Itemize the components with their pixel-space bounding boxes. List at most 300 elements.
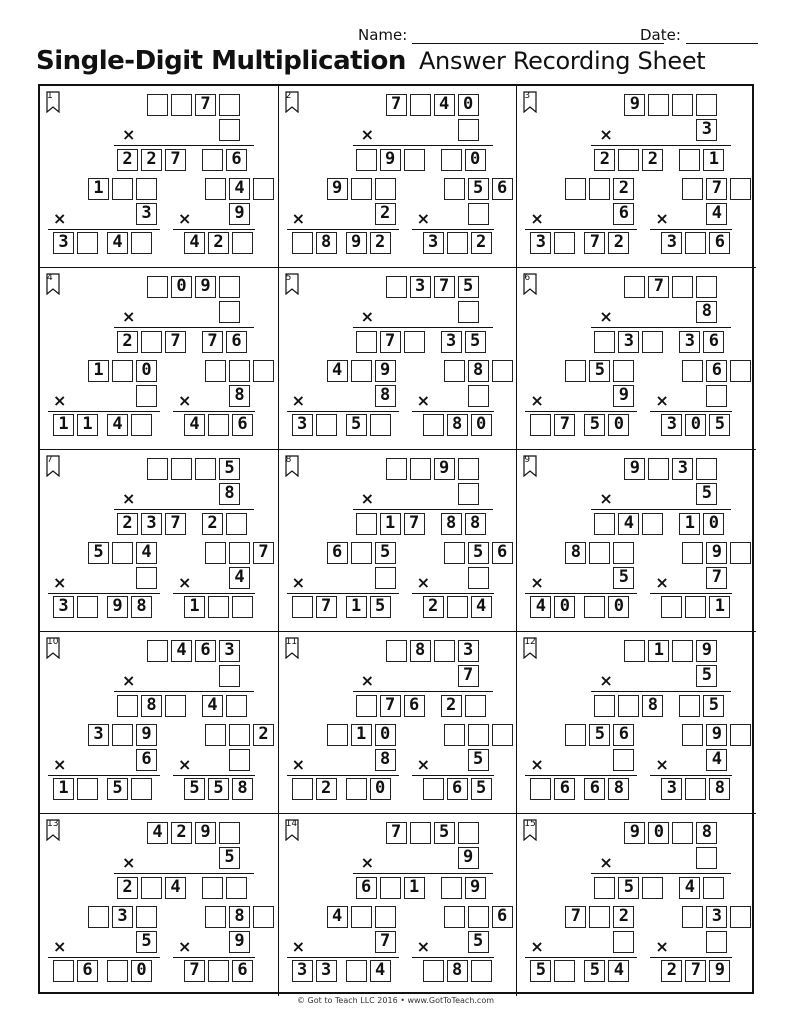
right-product-box[interactable]: 6 xyxy=(709,232,730,254)
left-product-box[interactable]: 4 xyxy=(107,414,128,436)
top-digit-box[interactable]: 3 xyxy=(458,640,479,662)
left-product-box[interactable]: 5 xyxy=(584,414,605,436)
top-digit-box[interactable] xyxy=(147,640,168,662)
left-factor-box[interactable] xyxy=(112,542,133,564)
left-factor-box[interactable]: 2 xyxy=(613,906,634,928)
product-digit-box[interactable]: 0 xyxy=(703,513,724,535)
right-factor-box[interactable]: 5 xyxy=(468,178,489,200)
left-factor-box[interactable]: 3 xyxy=(88,724,109,746)
left-factor-box[interactable]: 0 xyxy=(375,724,396,746)
product-digit-box[interactable]: 6 xyxy=(356,877,377,899)
product-digit-box[interactable]: 4 xyxy=(679,877,700,899)
product-digit-box[interactable] xyxy=(380,877,401,899)
top-digit-box[interactable] xyxy=(219,276,240,298)
left-factor-box[interactable]: 5 xyxy=(589,360,610,382)
right-factor-box[interactable]: 8 xyxy=(468,360,489,382)
product-digit-box[interactable] xyxy=(642,877,663,899)
product-digit-box[interactable]: 2 xyxy=(441,695,462,717)
left-product-box[interactable]: 5 xyxy=(370,596,391,618)
product-digit-box[interactable]: 2 xyxy=(117,149,138,171)
left-product-box[interactable]: 2 xyxy=(370,232,391,254)
top-digit-box[interactable] xyxy=(147,276,168,298)
product-digit-box[interactable]: 4 xyxy=(618,513,639,535)
top-digit-box[interactable] xyxy=(147,458,168,480)
left-multiplier-box[interactable]: 7 xyxy=(375,931,396,953)
product-digit-box[interactable] xyxy=(356,513,377,535)
left-factor-box[interactable]: 1 xyxy=(351,724,372,746)
product-digit-box[interactable] xyxy=(679,695,700,717)
left-product-box[interactable] xyxy=(346,778,367,800)
left-factor-box[interactable]: 1 xyxy=(88,178,109,200)
product-digit-box[interactable]: 6 xyxy=(226,149,247,171)
right-product-box[interactable]: 8 xyxy=(709,778,730,800)
top-digit-box[interactable]: 5 xyxy=(434,822,455,844)
left-product-box[interactable]: 4 xyxy=(608,960,629,982)
right-factor-box[interactable] xyxy=(253,906,274,928)
right-product-box[interactable]: 3 xyxy=(661,414,682,436)
top-digit-box[interactable]: 9 xyxy=(195,822,216,844)
product-digit-box[interactable]: 8 xyxy=(441,513,462,535)
left-factor-box[interactable]: 3 xyxy=(112,906,133,928)
left-factor-box[interactable] xyxy=(589,542,610,564)
left-factor-box[interactable] xyxy=(375,178,396,200)
right-factor-box[interactable] xyxy=(730,542,751,564)
multiplier-box[interactable] xyxy=(458,483,479,505)
left-factor-box[interactable] xyxy=(375,906,396,928)
top-digit-box[interactable] xyxy=(219,94,240,116)
left-product-box[interactable]: 3 xyxy=(530,232,551,254)
left-product-box[interactable]: 8 xyxy=(131,596,152,618)
left-factor-box[interactable] xyxy=(351,906,372,928)
left-product-box[interactable] xyxy=(131,414,152,436)
top-digit-box[interactable]: 0 xyxy=(458,94,479,116)
top-digit-box[interactable]: 3 xyxy=(219,640,240,662)
right-factor-box[interactable] xyxy=(682,360,703,382)
name-line[interactable] xyxy=(412,30,664,44)
product-digit-box[interactable] xyxy=(441,877,462,899)
top-digit-box[interactable] xyxy=(410,94,431,116)
right-factor-box[interactable] xyxy=(205,542,226,564)
left-product-box[interactable] xyxy=(292,232,313,254)
right-multiplier-box[interactable] xyxy=(706,931,727,953)
product-digit-box[interactable] xyxy=(226,695,247,717)
right-factor-box[interactable] xyxy=(444,906,465,928)
left-factor-box[interactable]: 5 xyxy=(375,542,396,564)
product-digit-box[interactable]: 7 xyxy=(165,149,186,171)
product-digit-box[interactable]: 6 xyxy=(404,695,425,717)
right-product-box[interactable]: 2 xyxy=(661,960,682,982)
left-product-box[interactable]: 1 xyxy=(53,778,74,800)
right-product-box[interactable] xyxy=(471,960,492,982)
right-multiplier-box[interactable]: 8 xyxy=(229,385,250,407)
product-digit-box[interactable]: 2 xyxy=(594,149,615,171)
right-product-box[interactable]: 2 xyxy=(423,596,444,618)
product-digit-box[interactable]: 1 xyxy=(703,149,724,171)
product-digit-box[interactable] xyxy=(226,877,247,899)
right-factor-box[interactable]: 6 xyxy=(492,178,513,200)
left-product-box[interactable] xyxy=(292,596,313,618)
left-factor-box[interactable]: 4 xyxy=(327,906,348,928)
left-factor-box[interactable]: 9 xyxy=(327,178,348,200)
right-factor-box[interactable] xyxy=(682,542,703,564)
product-digit-box[interactable] xyxy=(642,513,663,535)
product-digit-box[interactable]: 3 xyxy=(441,331,462,353)
top-digit-box[interactable]: 3 xyxy=(410,276,431,298)
product-digit-box[interactable] xyxy=(404,331,425,353)
left-product-box[interactable]: 2 xyxy=(608,232,629,254)
right-factor-box[interactable] xyxy=(730,906,751,928)
right-factor-box[interactable] xyxy=(229,542,250,564)
product-digit-box[interactable]: 2 xyxy=(117,513,138,535)
right-product-box[interactable]: 5 xyxy=(208,778,229,800)
left-product-box[interactable]: 7 xyxy=(554,414,575,436)
right-product-box[interactable] xyxy=(685,232,706,254)
top-digit-box[interactable] xyxy=(458,822,479,844)
top-digit-box[interactable] xyxy=(672,94,693,116)
left-product-box[interactable]: 4 xyxy=(530,596,551,618)
right-multiplier-box[interactable] xyxy=(706,385,727,407)
right-product-box[interactable]: 7 xyxy=(685,960,706,982)
left-product-box[interactable]: 3 xyxy=(292,414,313,436)
left-product-box[interactable] xyxy=(77,778,98,800)
left-multiplier-box[interactable] xyxy=(613,749,634,771)
right-product-box[interactable] xyxy=(447,232,468,254)
right-product-box[interactable] xyxy=(685,596,706,618)
right-product-box[interactable] xyxy=(423,414,444,436)
left-product-box[interactable]: 9 xyxy=(107,596,128,618)
multiplier-box[interactable]: 5 xyxy=(696,665,717,687)
right-product-box[interactable] xyxy=(232,596,253,618)
top-digit-box[interactable]: 4 xyxy=(171,640,192,662)
product-digit-box[interactable] xyxy=(642,331,663,353)
right-factor-box[interactable]: 8 xyxy=(229,906,250,928)
right-factor-box[interactable]: 7 xyxy=(706,178,727,200)
right-product-box[interactable]: 4 xyxy=(184,414,205,436)
right-factor-box[interactable] xyxy=(682,724,703,746)
left-factor-box[interactable]: 4 xyxy=(136,542,157,564)
right-product-box[interactable]: 3 xyxy=(423,232,444,254)
right-factor-box[interactable] xyxy=(730,724,751,746)
right-factor-box[interactable] xyxy=(253,360,274,382)
top-digit-box[interactable]: 9 xyxy=(624,458,645,480)
product-digit-box[interactable] xyxy=(404,149,425,171)
left-product-box[interactable]: 6 xyxy=(554,778,575,800)
top-digit-box[interactable]: 4 xyxy=(147,822,168,844)
right-factor-box[interactable] xyxy=(253,178,274,200)
top-digit-box[interactable]: 3 xyxy=(672,458,693,480)
left-product-box[interactable]: 4 xyxy=(107,232,128,254)
right-factor-box[interactable] xyxy=(444,724,465,746)
right-multiplier-box[interactable] xyxy=(468,385,489,407)
left-product-box[interactable]: 5 xyxy=(584,960,605,982)
left-factor-box[interactable] xyxy=(327,724,348,746)
left-product-box[interactable]: 5 xyxy=(530,960,551,982)
left-product-box[interactable] xyxy=(530,414,551,436)
left-product-box[interactable] xyxy=(554,960,575,982)
product-digit-box[interactable] xyxy=(165,695,186,717)
right-factor-box[interactable] xyxy=(682,178,703,200)
right-product-box[interactable] xyxy=(208,960,229,982)
product-digit-box[interactable] xyxy=(141,331,162,353)
left-product-box[interactable]: 7 xyxy=(316,596,337,618)
multiplier-box[interactable]: 7 xyxy=(458,665,479,687)
left-factor-box[interactable]: 9 xyxy=(375,360,396,382)
product-digit-box[interactable]: 7 xyxy=(165,513,186,535)
product-digit-box[interactable]: 2 xyxy=(642,149,663,171)
left-factor-box[interactable] xyxy=(613,542,634,564)
right-product-box[interactable] xyxy=(208,414,229,436)
right-factor-box[interactable] xyxy=(682,906,703,928)
product-digit-box[interactable]: 7 xyxy=(404,513,425,535)
left-product-box[interactable]: 5 xyxy=(346,414,367,436)
right-product-box[interactable]: 7 xyxy=(184,960,205,982)
right-factor-box[interactable] xyxy=(468,906,489,928)
product-digit-box[interactable] xyxy=(202,877,223,899)
product-digit-box[interactable]: 1 xyxy=(404,877,425,899)
multiplier-box[interactable] xyxy=(458,119,479,141)
top-digit-box[interactable]: 8 xyxy=(696,822,717,844)
multiplier-box[interactable]: 5 xyxy=(219,847,240,869)
product-digit-box[interactable] xyxy=(618,149,639,171)
right-factor-box[interactable] xyxy=(492,360,513,382)
left-factor-box[interactable]: 6 xyxy=(613,724,634,746)
product-digit-box[interactable]: 5 xyxy=(465,331,486,353)
left-product-box[interactable] xyxy=(131,232,152,254)
top-digit-box[interactable] xyxy=(648,458,669,480)
left-multiplier-box[interactable]: 5 xyxy=(613,567,634,589)
right-multiplier-box[interactable]: 4 xyxy=(229,567,250,589)
top-digit-box[interactable] xyxy=(171,94,192,116)
left-product-box[interactable] xyxy=(131,778,152,800)
right-product-box[interactable] xyxy=(423,778,444,800)
product-digit-box[interactable]: 8 xyxy=(642,695,663,717)
right-product-box[interactable]: 5 xyxy=(184,778,205,800)
top-digit-box[interactable]: 5 xyxy=(458,276,479,298)
left-multiplier-box[interactable]: 3 xyxy=(136,203,157,225)
left-factor-box[interactable]: 7 xyxy=(565,906,586,928)
top-digit-box[interactable] xyxy=(410,458,431,480)
product-digit-box[interactable] xyxy=(441,149,462,171)
right-factor-box[interactable]: 4 xyxy=(229,178,250,200)
product-digit-box[interactable] xyxy=(594,877,615,899)
right-factor-box[interactable]: 6 xyxy=(492,906,513,928)
right-factor-box[interactable]: 3 xyxy=(706,906,727,928)
right-multiplier-box[interactable] xyxy=(468,567,489,589)
product-digit-box[interactable]: 9 xyxy=(380,149,401,171)
left-product-box[interactable] xyxy=(77,232,98,254)
left-factor-box[interactable]: 6 xyxy=(327,542,348,564)
product-digit-box[interactable]: 7 xyxy=(380,695,401,717)
product-digit-box[interactable] xyxy=(618,695,639,717)
product-digit-box[interactable] xyxy=(356,149,377,171)
left-multiplier-box[interactable]: 6 xyxy=(613,203,634,225)
left-factor-box[interactable] xyxy=(112,724,133,746)
top-digit-box[interactable] xyxy=(696,458,717,480)
right-multiplier-box[interactable]: 4 xyxy=(706,203,727,225)
multiplier-box[interactable] xyxy=(219,119,240,141)
product-digit-box[interactable] xyxy=(594,513,615,535)
left-product-box[interactable]: 1 xyxy=(346,596,367,618)
left-multiplier-box[interactable]: 9 xyxy=(613,385,634,407)
left-product-box[interactable]: 0 xyxy=(608,414,629,436)
right-factor-box[interactable] xyxy=(492,724,513,746)
right-product-box[interactable]: 3 xyxy=(661,778,682,800)
right-factor-box[interactable] xyxy=(444,542,465,564)
right-product-box[interactable]: 8 xyxy=(447,414,468,436)
left-factor-box[interactable] xyxy=(565,724,586,746)
right-multiplier-box[interactable] xyxy=(468,203,489,225)
left-product-box[interactable]: 1 xyxy=(53,414,74,436)
left-product-box[interactable]: 2 xyxy=(316,778,337,800)
left-factor-box[interactable] xyxy=(589,906,610,928)
date-line[interactable] xyxy=(686,30,758,44)
left-product-box[interactable]: 3 xyxy=(316,960,337,982)
top-digit-box[interactable] xyxy=(219,822,240,844)
multiplier-box[interactable] xyxy=(219,665,240,687)
top-digit-box[interactable] xyxy=(458,458,479,480)
left-factor-box[interactable] xyxy=(565,178,586,200)
right-product-box[interactable]: 9 xyxy=(709,960,730,982)
left-factor-box[interactable] xyxy=(351,178,372,200)
top-digit-box[interactable]: 0 xyxy=(648,822,669,844)
top-digit-box[interactable]: 4 xyxy=(434,94,455,116)
top-digit-box[interactable]: 7 xyxy=(386,822,407,844)
product-digit-box[interactable] xyxy=(679,149,700,171)
top-digit-box[interactable]: 7 xyxy=(648,276,669,298)
right-factor-box[interactable] xyxy=(229,360,250,382)
multiplier-box[interactable]: 5 xyxy=(696,483,717,505)
left-factor-box[interactable]: 0 xyxy=(136,360,157,382)
right-multiplier-box[interactable]: 4 xyxy=(706,749,727,771)
left-product-box[interactable] xyxy=(370,414,391,436)
top-digit-box[interactable] xyxy=(386,640,407,662)
right-product-box[interactable]: 2 xyxy=(208,232,229,254)
product-digit-box[interactable]: 2 xyxy=(141,149,162,171)
right-factor-box[interactable]: 6 xyxy=(706,360,727,382)
product-digit-box[interactable]: 4 xyxy=(202,695,223,717)
top-digit-box[interactable] xyxy=(410,822,431,844)
top-digit-box[interactable]: 5 xyxy=(219,458,240,480)
left-multiplier-box[interactable] xyxy=(136,385,157,407)
right-multiplier-box[interactable] xyxy=(229,749,250,771)
right-factor-box[interactable] xyxy=(205,178,226,200)
top-digit-box[interactable]: 2 xyxy=(171,822,192,844)
product-digit-box[interactable] xyxy=(594,331,615,353)
right-product-box[interactable] xyxy=(661,596,682,618)
product-digit-box[interactable]: 3 xyxy=(618,331,639,353)
top-digit-box[interactable] xyxy=(171,458,192,480)
top-digit-box[interactable] xyxy=(672,822,693,844)
product-digit-box[interactable] xyxy=(356,695,377,717)
top-digit-box[interactable]: 1 xyxy=(648,640,669,662)
left-product-box[interactable] xyxy=(584,596,605,618)
right-factor-box[interactable]: 2 xyxy=(253,724,274,746)
right-product-box[interactable] xyxy=(685,778,706,800)
right-factor-box[interactable] xyxy=(205,906,226,928)
product-digit-box[interactable]: 8 xyxy=(141,695,162,717)
left-factor-box[interactable] xyxy=(589,178,610,200)
top-digit-box[interactable]: 6 xyxy=(195,640,216,662)
product-digit-box[interactable]: 4 xyxy=(165,877,186,899)
right-factor-box[interactable] xyxy=(730,178,751,200)
left-factor-box[interactable]: 4 xyxy=(327,360,348,382)
left-product-box[interactable] xyxy=(346,960,367,982)
right-factor-box[interactable]: 9 xyxy=(706,542,727,564)
product-digit-box[interactable] xyxy=(356,331,377,353)
left-factor-box[interactable]: 2 xyxy=(613,178,634,200)
right-product-box[interactable]: 6 xyxy=(447,778,468,800)
product-digit-box[interactable]: 9 xyxy=(465,877,486,899)
top-digit-box[interactable]: 9 xyxy=(624,822,645,844)
left-multiplier-box[interactable] xyxy=(375,567,396,589)
product-digit-box[interactable]: 1 xyxy=(380,513,401,535)
left-product-box[interactable] xyxy=(107,960,128,982)
left-product-box[interactable] xyxy=(554,232,575,254)
multiplier-box[interactable]: 8 xyxy=(696,301,717,323)
left-multiplier-box[interactable]: 5 xyxy=(136,931,157,953)
right-product-box[interactable]: 8 xyxy=(447,960,468,982)
left-factor-box[interactable] xyxy=(351,542,372,564)
right-factor-box[interactable] xyxy=(444,360,465,382)
left-product-box[interactable]: 3 xyxy=(53,232,74,254)
top-digit-box[interactable]: 7 xyxy=(386,94,407,116)
top-digit-box[interactable] xyxy=(648,94,669,116)
product-digit-box[interactable]: 5 xyxy=(618,877,639,899)
right-product-box[interactable]: 0 xyxy=(685,414,706,436)
left-product-box[interactable] xyxy=(316,414,337,436)
right-product-box[interactable]: 4 xyxy=(184,232,205,254)
left-multiplier-box[interactable]: 6 xyxy=(136,749,157,771)
right-product-box[interactable]: 3 xyxy=(661,232,682,254)
multiplier-box[interactable] xyxy=(696,847,717,869)
right-factor-box[interactable] xyxy=(444,178,465,200)
left-factor-box[interactable] xyxy=(565,360,586,382)
right-product-box[interactable]: 2 xyxy=(471,232,492,254)
left-multiplier-box[interactable]: 8 xyxy=(375,749,396,771)
product-digit-box[interactable]: 0 xyxy=(465,149,486,171)
left-product-box[interactable]: 8 xyxy=(608,778,629,800)
left-product-box[interactable]: 1 xyxy=(77,414,98,436)
top-digit-box[interactable]: 8 xyxy=(410,640,431,662)
product-digit-box[interactable]: 6 xyxy=(226,331,247,353)
left-factor-box[interactable] xyxy=(351,360,372,382)
right-multiplier-box[interactable]: 9 xyxy=(229,931,250,953)
left-product-box[interactable]: 6 xyxy=(584,778,605,800)
right-factor-box[interactable] xyxy=(468,724,489,746)
left-factor-box[interactable] xyxy=(112,360,133,382)
product-digit-box[interactable] xyxy=(141,877,162,899)
left-product-box[interactable]: 0 xyxy=(370,778,391,800)
top-digit-box[interactable] xyxy=(672,276,693,298)
left-product-box[interactable] xyxy=(292,778,313,800)
top-digit-box[interactable] xyxy=(434,640,455,662)
left-factor-box[interactable]: 1 xyxy=(88,360,109,382)
top-digit-box[interactable]: 9 xyxy=(434,458,455,480)
left-product-box[interactable]: 3 xyxy=(292,960,313,982)
left-product-box[interactable]: 8 xyxy=(316,232,337,254)
product-digit-box[interactable] xyxy=(594,695,615,717)
product-digit-box[interactable]: 6 xyxy=(703,331,724,353)
top-digit-box[interactable] xyxy=(624,640,645,662)
product-digit-box[interactable]: 7 xyxy=(202,331,223,353)
left-product-box[interactable]: 0 xyxy=(131,960,152,982)
top-digit-box[interactable] xyxy=(624,276,645,298)
top-digit-box[interactable] xyxy=(386,276,407,298)
top-digit-box[interactable] xyxy=(672,640,693,662)
product-digit-box[interactable] xyxy=(226,513,247,535)
left-factor-box[interactable] xyxy=(136,906,157,928)
product-digit-box[interactable] xyxy=(465,695,486,717)
